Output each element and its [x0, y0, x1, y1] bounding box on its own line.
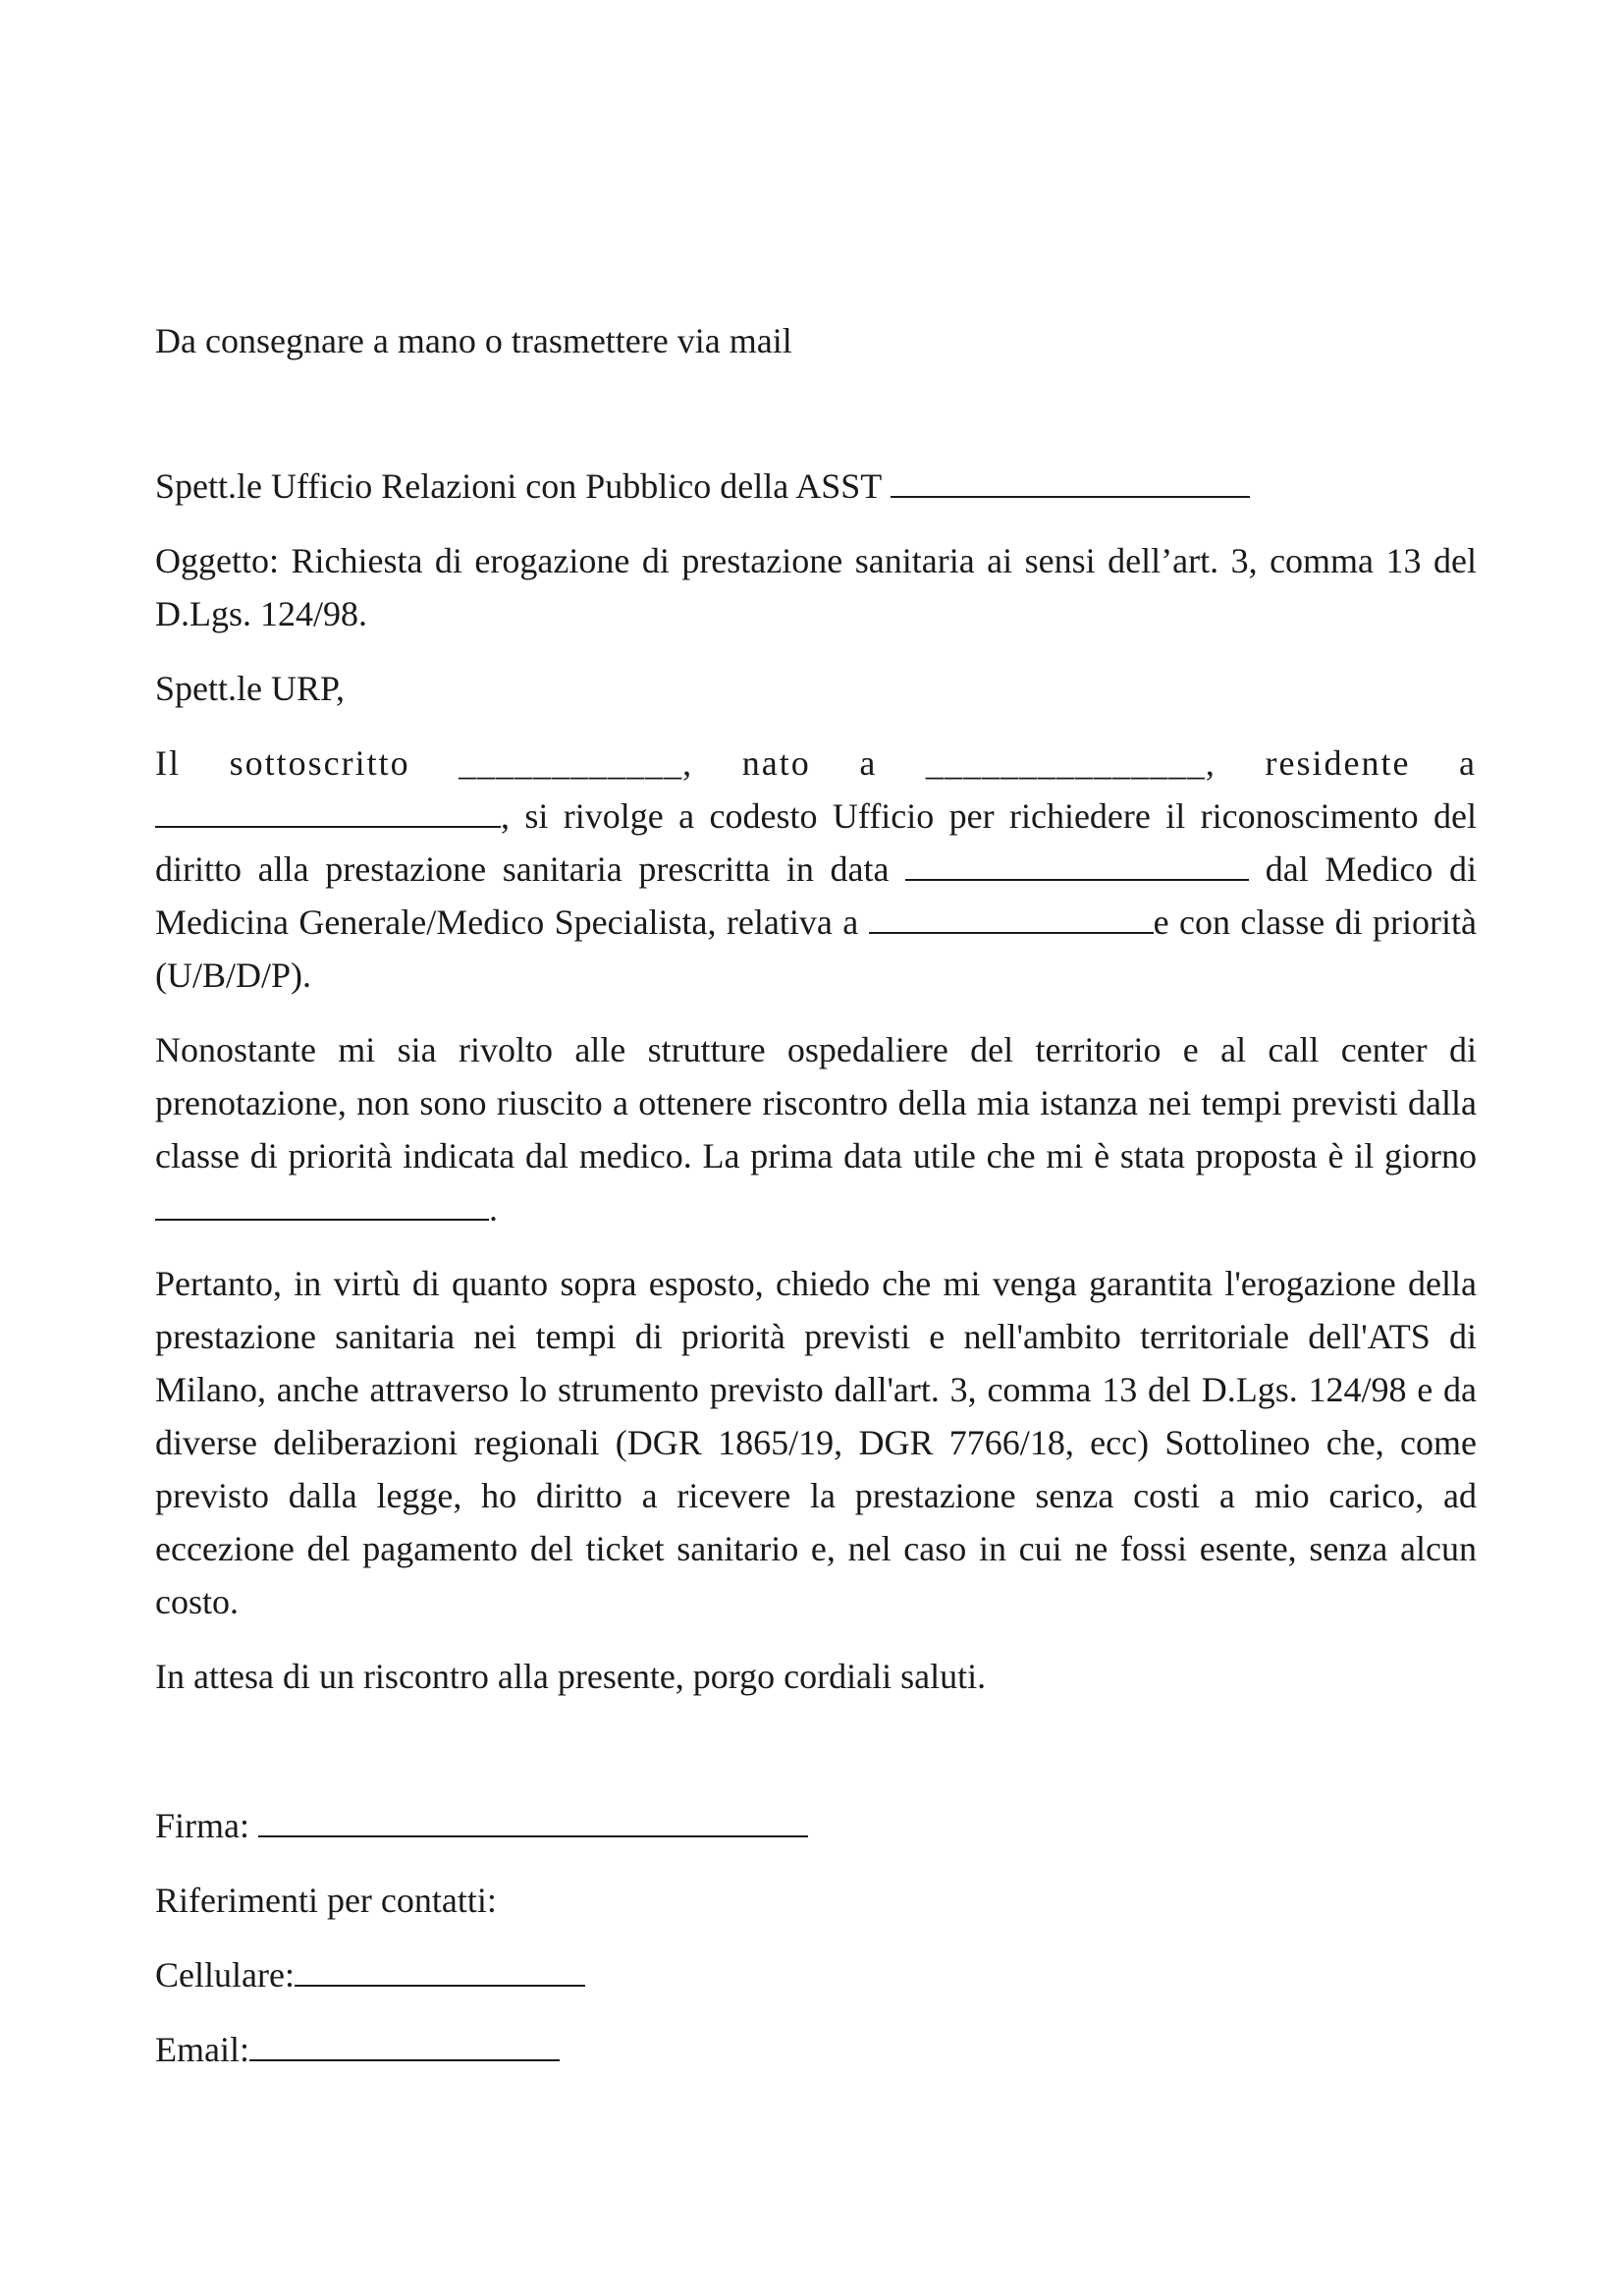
- delivery-instruction: Da consegnare a mano o trasmettere via mail: [155, 321, 792, 360]
- first-available-date-blank[interactable]: [155, 1183, 489, 1221]
- body-paragraph-1: [155, 737, 1477, 1002]
- birthplace-blank[interactable]: _______________: [925, 743, 1206, 783]
- service-blank[interactable]: [869, 897, 1154, 934]
- body1-text-5: dal Medico di Medicina Generale/Medico Specialista, relativa a: [155, 849, 1478, 942]
- subject-line: Oggetto: Richiesta di erogazione di prestazione sanitaria ai sensi dell’art. 3, comma 13 del D.Lgs. 124/98.: [155, 541, 1477, 633]
- body-paragraph-3: Pertanto, in virtù di quanto sopra esposto, chiedo che mi venga garantita l'erogazione della prestazione sanitaria nei tempi di priorità previsti e nell'ambito territoriale dell'ATS di Milano, anche attraverso lo strumento previsto dall'art. 3, comma 13 del D.Lgs. 124/98 e da diverse deliberazioni regionali (DGR 1865/19, DGR 7766/18, ecc) Sottolineo che, come previsto dalla legge, ho diritto a ricevere la prestazione senza costi a mio carico, ad eccezione del pagamento del ticket sanitario e, nel caso in cui ne fossi esente, senza alcun costo.: [155, 1264, 1477, 1621]
- body1-text-4: , si rivolge a codesto Ufficio per richiedere il riconoscimento del diritto alla prestazione sanitaria prescritta in data: [155, 796, 1477, 889]
- recipient-line: [155, 460, 1477, 513]
- email-blank[interactable]: [249, 2024, 560, 2061]
- contacts-heading: Riferimenti per contatti:: [155, 1881, 497, 1920]
- email-label: Email:: [155, 2030, 249, 2069]
- name-blank[interactable]: ____________: [459, 743, 683, 783]
- body1-text-6: e con classe di priorità (U/B/D/P).: [155, 902, 1478, 995]
- recipient-label: Spett.le Ufficio Relazioni con Pubblico della ASST: [155, 466, 882, 506]
- body1-text-3: , residente a: [1205, 743, 1477, 783]
- residence-blank[interactable]: [155, 791, 501, 828]
- body-paragraph-2: [155, 1023, 1477, 1235]
- letter-page: [155, 314, 1477, 2076]
- asst-name-blank[interactable]: [891, 461, 1250, 498]
- body1-text-1: Il sottoscritto: [155, 743, 410, 783]
- signature-line: [155, 1799, 1477, 1852]
- email-line: [155, 2023, 1477, 2076]
- body1-text-2: , nato a: [682, 743, 878, 783]
- mobile-label: Cellulare:: [155, 1955, 295, 1995]
- mobile-line: [155, 1948, 1477, 2001]
- signature-blank[interactable]: [258, 1800, 808, 1837]
- prescription-date-blank[interactable]: [905, 844, 1249, 881]
- greeting: Spett.le URP,: [155, 669, 346, 708]
- body2-text: Nonostante mi sia rivolto alle strutture ospedaliere del territorio e al call center di prenotazione, non sono riuscito a ottenere riscontro della mia istanza nei tempi previsti dalla classe di priorità indicata dal medico. La prima data utile che mi è stata proposta è il giorno: [155, 1030, 1477, 1175]
- closing-line: In attesa di un riscontro alla presente, porgo cordiali saluti.: [155, 1657, 987, 1696]
- mobile-blank[interactable]: [295, 1949, 585, 1987]
- signature-label: Firma:: [155, 1806, 249, 1845]
- body2-end: .: [489, 1189, 498, 1229]
